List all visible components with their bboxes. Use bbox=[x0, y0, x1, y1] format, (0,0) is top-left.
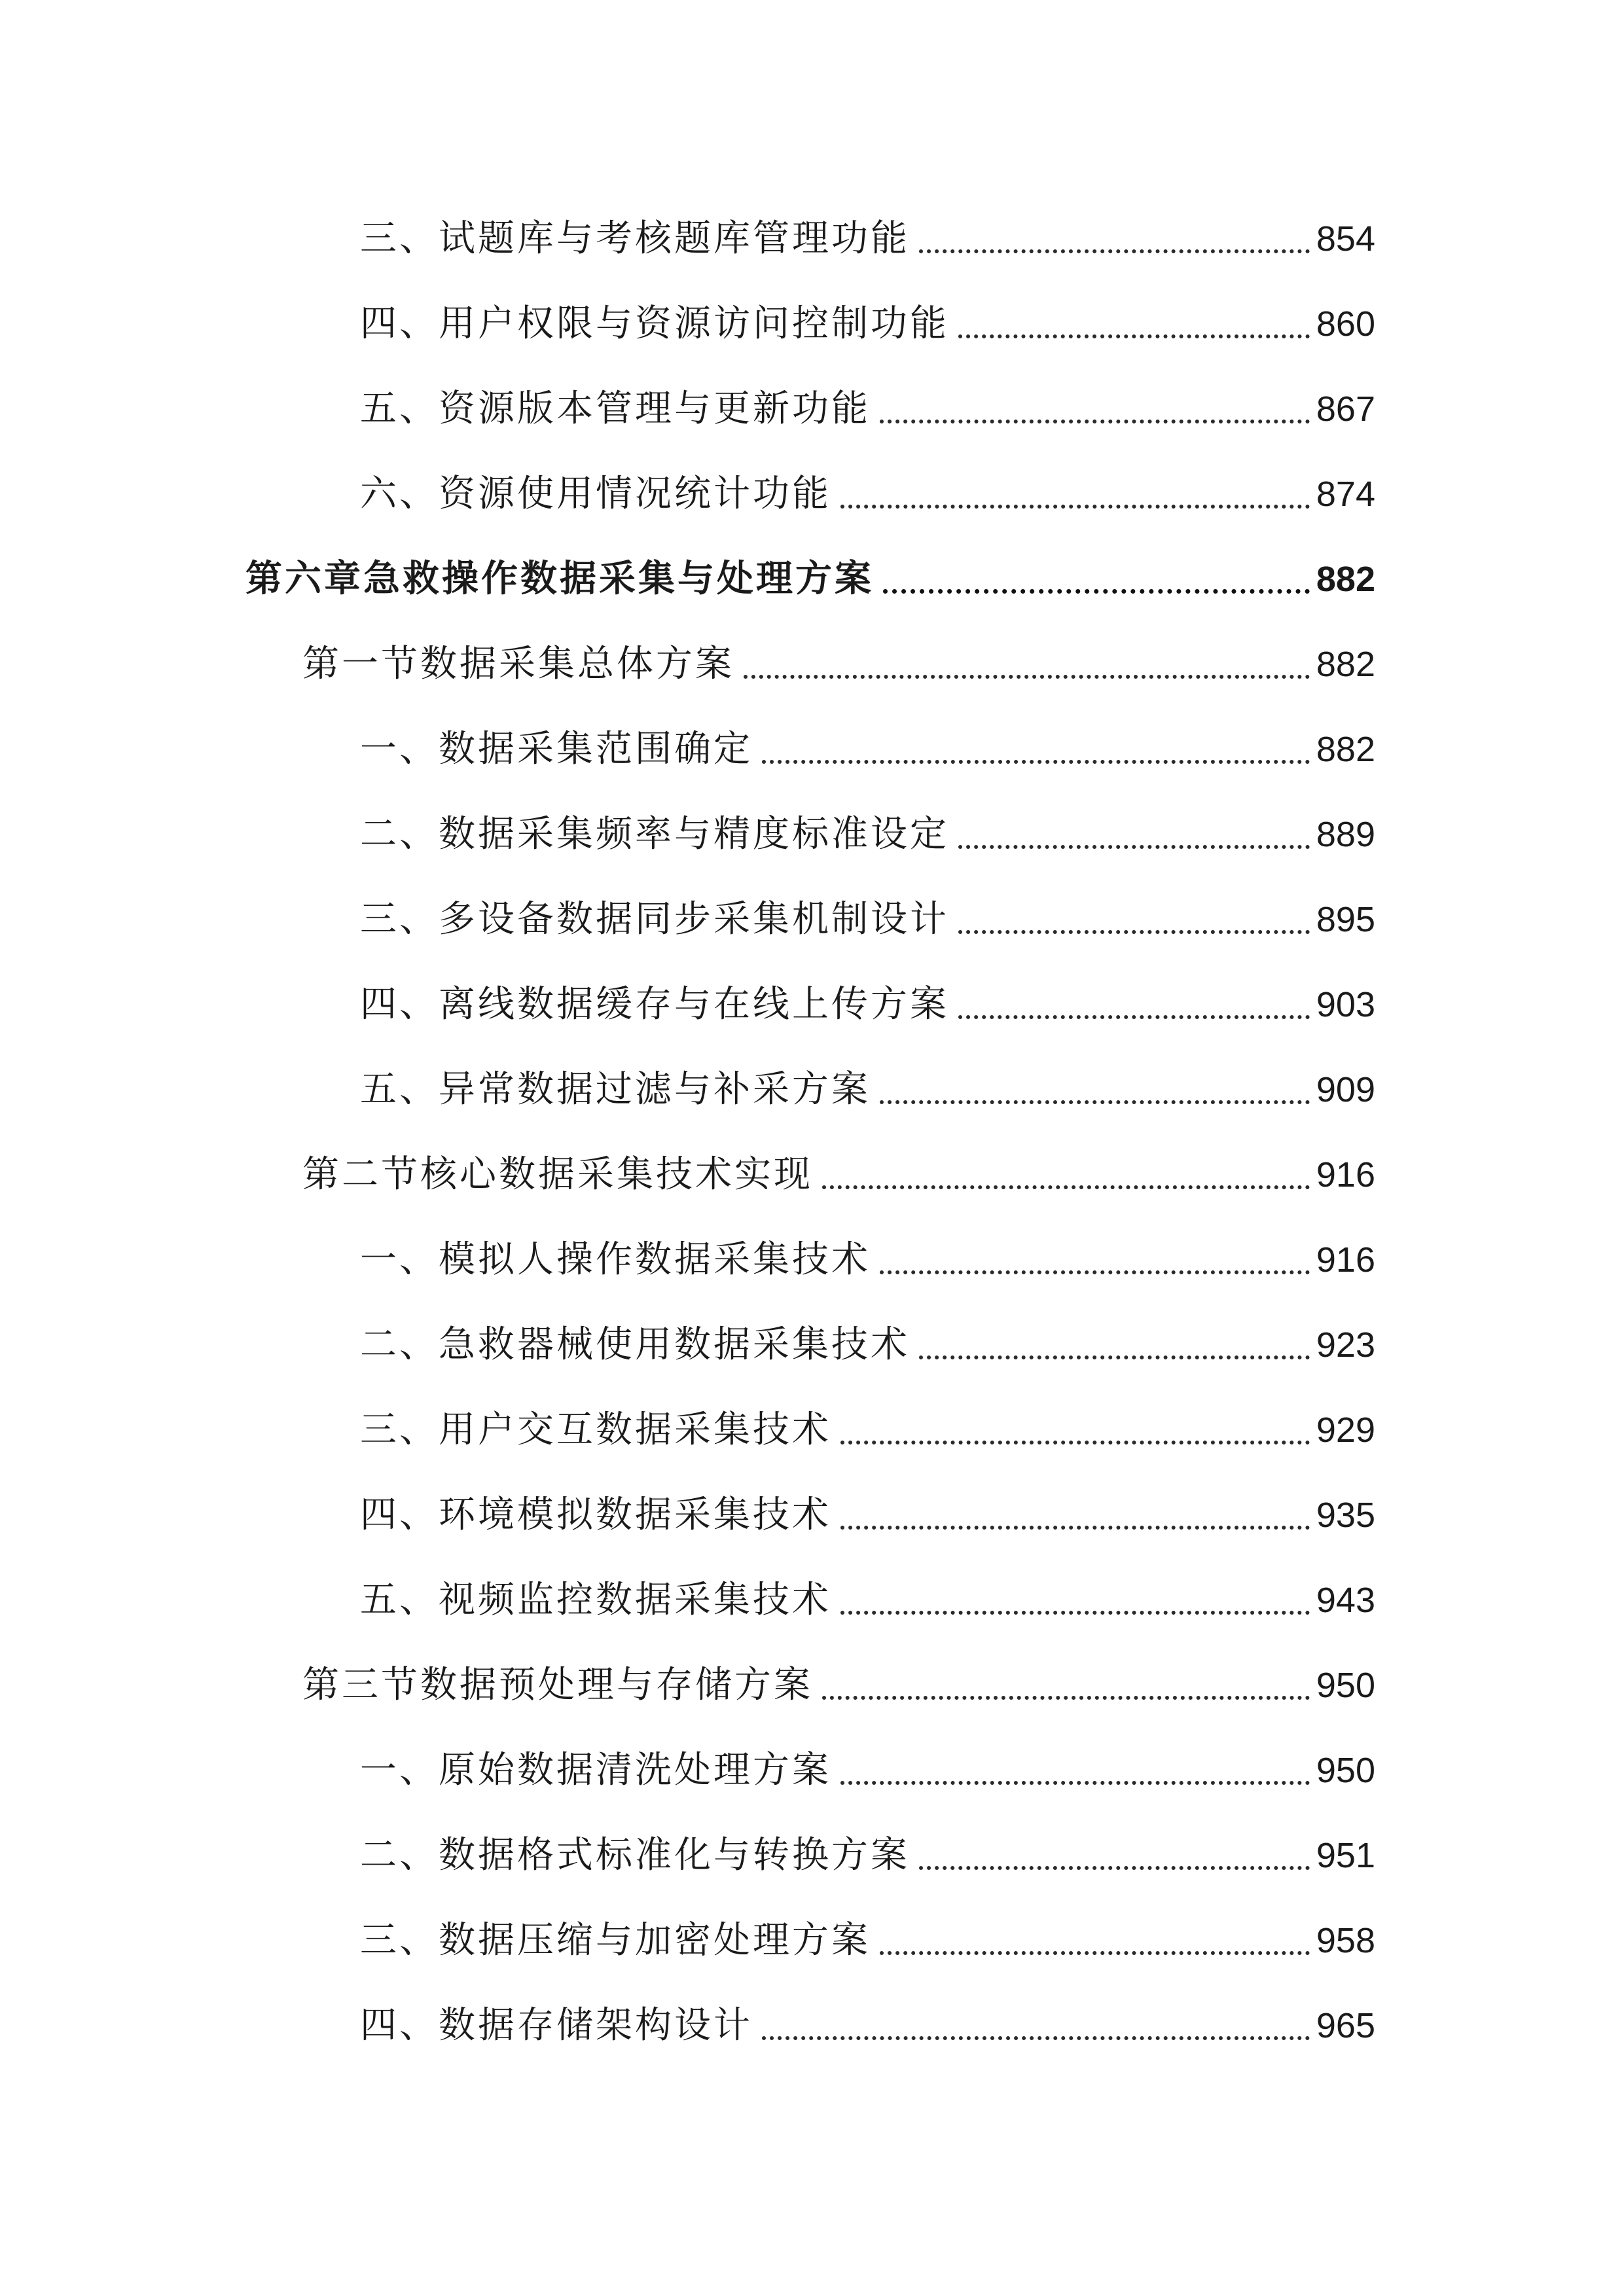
toc-entry-title: 六、资源使用情况统计功能 bbox=[360, 473, 831, 515]
toc-page-number: 889 bbox=[1316, 815, 1375, 854]
toc-section-entry[interactable] bbox=[302, 638, 1375, 691]
toc-page-number: 909 bbox=[1316, 1070, 1375, 1109]
toc-entry[interactable] bbox=[360, 723, 1375, 776]
toc-entry[interactable] bbox=[360, 1064, 1375, 1116]
dot-leader bbox=[883, 589, 1310, 594]
dot-leader bbox=[958, 930, 1310, 934]
toc-entry[interactable] bbox=[360, 893, 1375, 946]
toc-entry[interactable] bbox=[360, 1574, 1375, 1626]
toc-entry[interactable] bbox=[360, 383, 1375, 435]
toc-entry-title: 二、急救器械使用数据采集技术 bbox=[360, 1323, 910, 1366]
dot-leader bbox=[958, 334, 1310, 338]
dot-leader bbox=[744, 675, 1310, 679]
toc-page-number: 903 bbox=[1316, 985, 1375, 1024]
toc-section-entry[interactable] bbox=[302, 1149, 1375, 1201]
toc-page-number: 895 bbox=[1316, 900, 1375, 939]
toc-entry[interactable] bbox=[360, 2000, 1375, 2052]
toc-page-number: 882 bbox=[1316, 645, 1375, 684]
toc-entry-title: 五、视频监控数据采集技术 bbox=[360, 1579, 831, 1621]
dot-leader bbox=[822, 1696, 1310, 1700]
toc-entry[interactable] bbox=[360, 213, 1375, 265]
toc-section-entry[interactable] bbox=[302, 1659, 1375, 1712]
dot-leader bbox=[880, 420, 1310, 423]
toc-page-number: 943 bbox=[1316, 1581, 1375, 1620]
toc-page-number: 882 bbox=[1316, 560, 1375, 599]
toc-entry[interactable] bbox=[360, 468, 1375, 520]
toc-page-number: 950 bbox=[1316, 1666, 1375, 1705]
dot-leader bbox=[762, 760, 1310, 764]
toc-entry[interactable] bbox=[360, 808, 1375, 861]
dot-leader bbox=[762, 2036, 1310, 2040]
dot-leader bbox=[822, 1185, 1310, 1189]
toc-entry[interactable] bbox=[360, 1744, 1375, 1797]
toc-page-number: 950 bbox=[1316, 1751, 1375, 1790]
dot-leader bbox=[919, 249, 1310, 253]
toc-entry-title: 第六章急救操作数据采集与处理方案 bbox=[245, 558, 874, 600]
toc-page-number: 958 bbox=[1316, 1921, 1375, 1960]
toc-entry-title: 三、多设备数据同步采集机制设计 bbox=[360, 898, 949, 941]
toc-page-number: 854 bbox=[1316, 219, 1375, 259]
toc-entry[interactable] bbox=[360, 1404, 1375, 1456]
toc-entry-title: 四、用户权限与资源访问控制功能 bbox=[360, 302, 949, 345]
toc-entry[interactable] bbox=[360, 1829, 1375, 1882]
toc-page-number: 965 bbox=[1316, 2006, 1375, 2045]
toc-chapter-entry[interactable] bbox=[245, 553, 1375, 605]
toc-entry[interactable] bbox=[360, 1914, 1375, 1967]
toc-entry-title: 二、数据格式标准化与转换方案 bbox=[360, 1834, 910, 1876]
toc-entry-title: 四、环境模拟数据采集技术 bbox=[360, 1494, 831, 1536]
toc-entry-title: 一、数据采集范围确定 bbox=[360, 728, 753, 770]
toc-entry-title: 第三节数据预处理与存储方案 bbox=[302, 1664, 813, 1706]
dot-leader bbox=[840, 1526, 1310, 1530]
toc-page-number: 874 bbox=[1316, 475, 1375, 514]
dot-leader bbox=[880, 1270, 1310, 1274]
dot-leader bbox=[880, 1100, 1310, 1104]
toc-page-number: 951 bbox=[1316, 1836, 1375, 1875]
toc-entry-title: 三、用户交互数据采集技术 bbox=[360, 1408, 831, 1451]
toc-entry[interactable] bbox=[360, 978, 1375, 1031]
toc-entry-title: 第二节核心数据采集技术实现 bbox=[302, 1153, 813, 1196]
toc-page-number: 882 bbox=[1316, 730, 1375, 769]
toc-entry-title: 一、模拟人操作数据采集技术 bbox=[360, 1238, 871, 1281]
toc-page-number: 929 bbox=[1316, 1410, 1375, 1450]
toc-entry-title: 三、数据压缩与加密处理方案 bbox=[360, 1919, 871, 1962]
toc-entry[interactable] bbox=[360, 298, 1375, 350]
toc-entry[interactable] bbox=[360, 1234, 1375, 1286]
dot-leader bbox=[880, 1951, 1310, 1955]
toc-entry-title: 二、数据采集频率与精度标准设定 bbox=[360, 813, 949, 855]
toc-entry-title: 四、数据存储架构设计 bbox=[360, 2004, 753, 2047]
dot-leader bbox=[840, 1781, 1310, 1785]
toc-page-number: 916 bbox=[1316, 1240, 1375, 1280]
toc-page-number: 916 bbox=[1316, 1155, 1375, 1194]
toc-page-number: 867 bbox=[1316, 389, 1375, 429]
toc-page-number: 923 bbox=[1316, 1325, 1375, 1365]
toc-page-number: 935 bbox=[1316, 1496, 1375, 1535]
dot-leader bbox=[919, 1866, 1310, 1870]
toc-entry-title: 四、离线数据缓存与在线上传方案 bbox=[360, 983, 949, 1026]
toc-page-number: 860 bbox=[1316, 304, 1375, 344]
toc-entry-title: 五、异常数据过滤与补采方案 bbox=[360, 1068, 871, 1111]
toc-entry-title: 三、试题库与考核题库管理功能 bbox=[360, 217, 910, 260]
dot-leader bbox=[840, 505, 1310, 509]
dot-leader bbox=[958, 1015, 1310, 1019]
toc-entry-title: 一、原始数据清洗处理方案 bbox=[360, 1749, 831, 1791]
dot-leader bbox=[919, 1355, 1310, 1359]
toc-entry[interactable] bbox=[360, 1319, 1375, 1371]
toc-entry-title: 五、资源版本管理与更新功能 bbox=[360, 387, 871, 430]
toc-entry-title: 第一节数据采集总体方案 bbox=[302, 643, 734, 685]
dot-leader bbox=[840, 1611, 1310, 1615]
dot-leader bbox=[840, 1441, 1310, 1444]
dot-leader bbox=[958, 845, 1310, 849]
toc-entry[interactable] bbox=[360, 1489, 1375, 1541]
